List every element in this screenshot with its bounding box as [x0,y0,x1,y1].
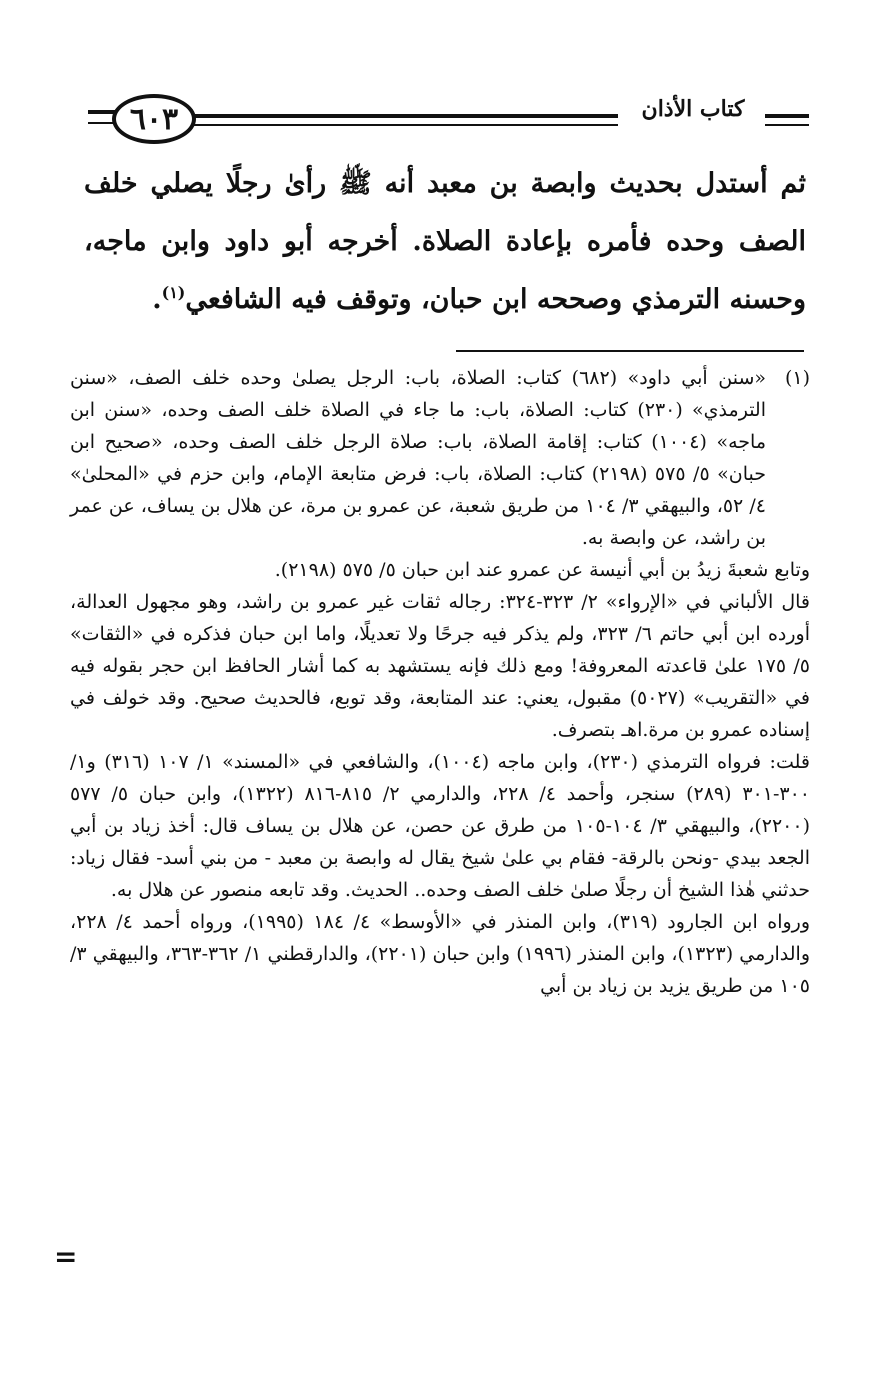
footnote-paragraph-qultu: قلت: فرواه الترمذي (٢٣٠)، وابن ماجه (١٠٠٤)، والشافعي في «المسند» ١/ ١٠٧ (٣١٦) و١/ ٣٠٠-٣٠١ (٢٨٩) سنجر، وأحمد ٤/ ٢٢٨، والدارمي ٢/ ٨١٥-٨١٦ (١٣٢٢)، وابن حبان ٥/ ٥٧٧ (٢٢٠٠)، والبيهقي ٣/ ١٠٤-١٠٥ من طرق عن حصن، عن هلال بن يساف قال: أخذ زياد بن أبي الجعد بيدي -ونحن بالرقة- فقام بي علىٰ شيخ يقال له وابصة بن معبد - من بني أسد- فقال زياد: حدثني هٰذا الشيخ أن رجلًا صلىٰ خلف الصف وحده.. الحديث. وقد تابعه منصور عن هلال به. [70,751,810,901]
header-rule-middle-thin [190,124,618,126]
footnotes [70,362,810,1002]
footnote-separator [456,350,804,352]
footnote-number: (١) [784,367,810,389]
continuation-mark: = [54,1240,78,1273]
page-number-text: ٦٠٣ [129,101,179,137]
main-paragraph-text: ثم أستدل بحديث وابصة بن معبد أنه ﷺ رأىٰ رجلًا يصلي خلف الصف وحده فأمره بإعادة الصلاة. أخرجه أبو داود وابن ماجه، وحسنه الترمذي وصححه ابن حبان، وتوقف فيه الشافعي [84,168,806,315]
footnote-reference: (١) [161,283,186,302]
header-rule-right [765,114,809,118]
page-number [112,94,196,144]
footnote-paragraph-albani: قال الألباني في «الإرواء» ٢/ ٣٢٣-٣٢٤: رجاله ثقات غير عمرو بن راشد، وهو مجهول العدالة، أورده ابن أبي حاتم ٦/ ٣٢٣، ولم يذكر فيه جرحًا ولا تعديلًا، واما ابن حبان فذكره في «الثقات» ٥/ ١٧٥ علىٰ قاعدته المعروفة! ومع ذلك فإنه يستشهد به كما أشار الحافظ ابن حجر بقوله فيه في «التقريب» (٥٠٢٧) مقبول، يعني: عند المتابعة، وقد توبع، فالحديث صحيح. وقد خولف في إسناده عمرو بن مرة.اهـ بتصرف. [70,591,810,741]
footnote-paragraph-ibn-jarud: ورواه ابن الجارود (٣١٩)، وابن المنذر في «الأوسط» ٤/ ١٨٤ (١٩٩٥)، ورواه أحمد ٤/ ٢٢٨، والدارمي (١٣٢٣)، وابن المنذر (١٩٩٦) وابن حبان (٢٢٠١)، والدارقطني ١/ ٣٦٢-٣٦٣، والبيهقي ٣/ ١٠٥ من طريق يزيد بن زياد بن أبي [70,911,810,997]
main-paragraph [84,155,806,329]
footnote-paragraph-sources: «سنن أبي داود» (٦٨٢) كتاب: الصلاة، باب: الرجل يصلىٰ وحده خلف الصف، «سنن الترمذي» (٢٣٠) كتاب: الصلاة، باب: ما جاء في الصلاة خلف الصف وحده، «سنن ابن ماجه» (١٠٠٤) كتاب: إقامة الصلاة، باب: صلاة الرجل خلف الصف وحده، «صحيح ابن حبان» ٥/ ٥٧٥ (٢١٩٨) كتاب: الصلاة، باب: فرض متابعة الإمام، وابن حزم في «المحلىٰ» ٤/ ٥٢، والبيهقي ٣/ ١٠٤ من طريق شعبة، عن عمرو بن مرة، عن هلال بن يساف، عن عمر بن راشد، عن وابصة به. [70,367,766,549]
header-rule-middle [190,114,618,118]
footnote-paragraph-mutaba: وتابع شعبةَ زيدُ بن أبي أنيسة عن عمرو عند ابن حبان ٥/ ٥٧٥ (٢١٩٨). [274,559,810,581]
chapter-title: كتاب الأذان [641,96,745,122]
main-text [84,155,806,329]
header-rule-right-thin [765,124,809,126]
footnote-1 [70,362,810,554]
main-paragraph-end: . [152,284,162,315]
